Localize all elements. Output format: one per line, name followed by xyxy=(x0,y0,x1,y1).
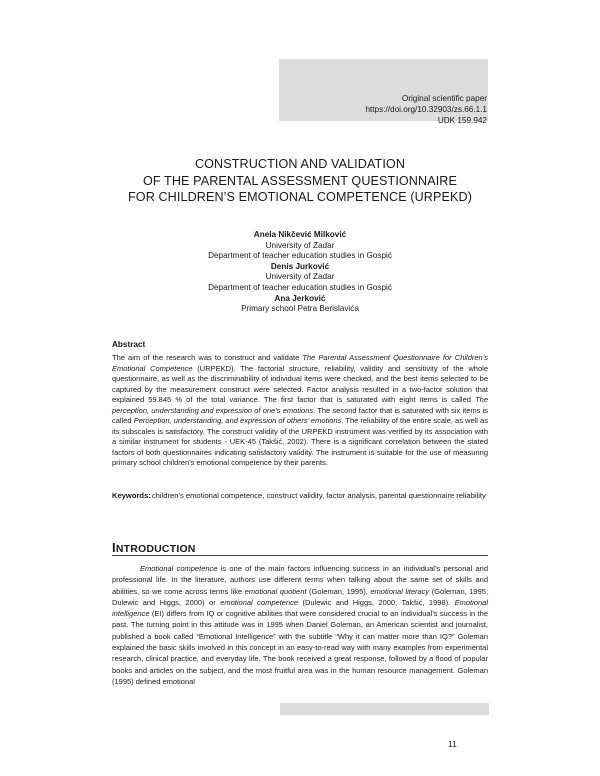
paper-type: Original scientific paper xyxy=(401,94,487,103)
udk-code: UDK 159.942 xyxy=(437,116,487,125)
author-affiliation: Department of teacher education studies in Gospić xyxy=(208,251,392,261)
keywords xyxy=(112,491,488,502)
title-line-3: FOR CHILDREN’S EMOTIONAL COMPETENCE (URPEKD) xyxy=(128,190,472,204)
title-line-1: CONSTRUCTION AND VALIDATION xyxy=(194,157,406,171)
keywords-text: children’s emotional competence, construct validity, factor analysis, parental questionnaire reliability xyxy=(151,491,486,500)
title-line-2: OF THE PARENTAL ASSESSMENT QUESTIONNAIRE xyxy=(142,173,457,188)
author-name: Anela Nikčević Milković xyxy=(253,230,347,239)
author-affiliation: Primary school Petra Berislavića xyxy=(241,304,359,314)
author-name: Ana Jerković xyxy=(274,293,326,303)
author-affiliation: Department of teacher education studies in Gospić xyxy=(208,282,392,292)
paper-metadata xyxy=(365,93,487,126)
keywords-label: Keywords: xyxy=(112,491,151,500)
section-heading-introduction: INTRODUCTION xyxy=(112,540,196,555)
author-affiliation: University of Zadar xyxy=(265,240,335,250)
paper-title xyxy=(60,156,540,206)
introduction-text: Emotional competence is one of the main factors influencing success in an individual’s personal and professional life. In the literature, authors use different terms when talking about the same set of skills and abilities, so we come across terms like emotional quotient (Goleman, 1995), emotional literacy (Goleman, 1995; Dulewic and Higgs, 2000) or emotional competence (Dulewic and Higgs, 2000; Takšić, 1998). Emotional intelligence (EI) differs from IQ or cognitive abilities that were considered crucial to an individual’s success in the past. The turning point in this attitude was in 1995 when Daniel Goleman, an American scientist and journalist, published a book called “Emotional Intelligence” with the subtitle “Why it can matter more than IQ?” Goleman explained the basic skills involved in this concept in an easy-to-read way with many examples from experimental research, clinical practice, and everyday life. The book received a great response, followed by a flood of popular books and articles on the subject, and the most fruitful area was in the human resource management. Goleman (1995) defined emotional xyxy=(112,564,489,686)
abstract-heading: Abstract xyxy=(112,340,146,349)
section-divider xyxy=(112,555,488,556)
author-block xyxy=(60,230,540,315)
footer-bar xyxy=(280,703,489,715)
abstract-text: The aim of the research was to construct and validate The Parental Assessment Questionnaire for Children’s Emotional Competence (URPEKD). The factorial structure, reliability, validity and sensitivity of the whole questionnaire, as well as the discriminability of individual items were checked, and the best items selected to be captured by the measurement construct were selected. Factor analysis resulted in a two-factor solution that explained 59.845 % of the total variance. The first factor that is saturated with eight items is called The perception, understanding and expression of one’s emotions. The second factor that is saturated with six items is called Perception, understanding, and expression of others’ emotions. The reliability of the entire scale, as well as its subscales is satisfactory. The construct validity of the URPEKD instrument was verified by its association with a similar instrument for students - UEK-45 (Takšić, 2002). There is a significant correlation between the stated factors of both questionnaires indicating satisfactory validity. The instrument is suitable for the use of measuring primary school children’s emotional competence by their parents. xyxy=(112,353,488,468)
doi-link[interactable]: https://doi.org/10.32903/zs.66.1.1 xyxy=(365,105,487,114)
page-number: 11 xyxy=(448,739,457,749)
author-affiliation: University of Zadar xyxy=(265,272,335,282)
author-name: Denis Jurković xyxy=(270,261,330,271)
